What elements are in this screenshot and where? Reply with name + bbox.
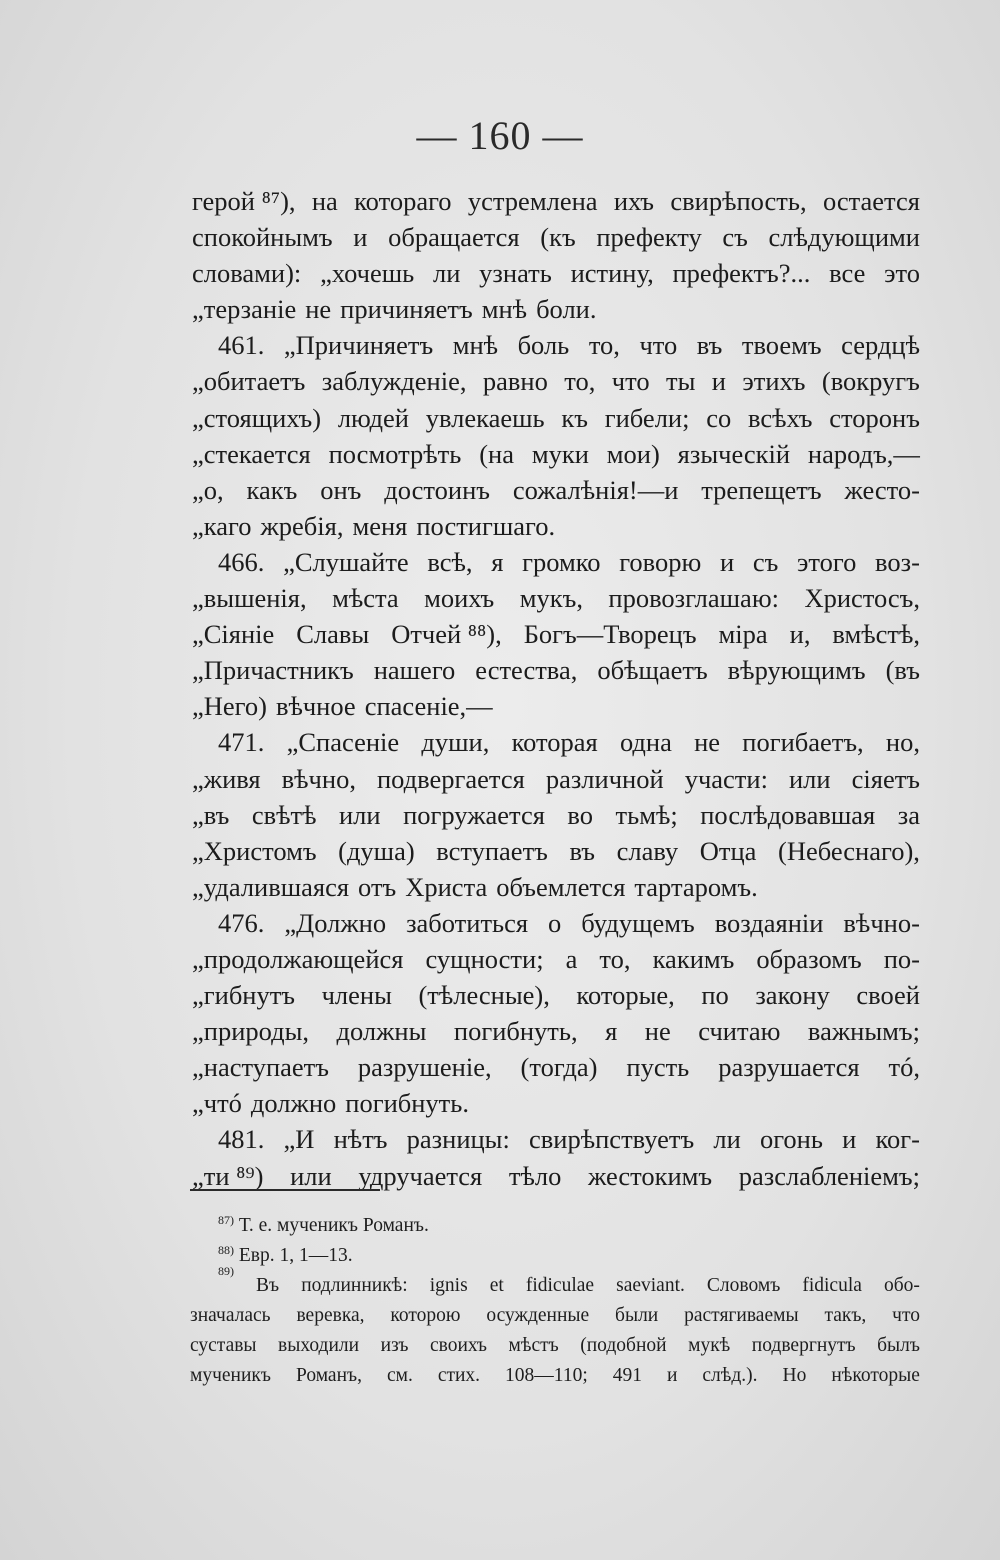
word: людей: [337, 402, 409, 433]
text-line: [192, 869, 920, 905]
word: (подобной: [580, 1335, 667, 1356]
word: выходили: [278, 1335, 360, 1356]
text-line: [192, 1121, 920, 1157]
word: все: [829, 258, 866, 289]
word: Отчей ⁸⁸),: [391, 619, 502, 650]
word: огонь: [759, 1124, 823, 1155]
word: я: [491, 546, 504, 577]
word: пусть: [626, 1052, 690, 1083]
text-line: [192, 472, 920, 508]
word: говорю: [619, 546, 702, 577]
word: былъ: [877, 1335, 920, 1356]
word: какъ: [246, 474, 298, 505]
word: были: [615, 1305, 659, 1326]
word: сущности;: [425, 943, 544, 974]
text-line: [192, 1085, 920, 1121]
word: свирѣпствуетъ: [529, 1124, 695, 1155]
text-line: [192, 797, 920, 833]
word: ког-: [875, 1124, 920, 1155]
word: различной: [545, 763, 664, 794]
word: заблужденіе,: [321, 366, 467, 397]
footnote-number: 89): [218, 1264, 234, 1278]
footnote-number: 88): [218, 1243, 234, 1257]
word: Но: [782, 1365, 807, 1386]
word: (тѣлесные),: [418, 980, 550, 1011]
footnote-89: [190, 1264, 920, 1391]
word: сожалѣнія!—и: [512, 474, 679, 505]
footnote-88: [190, 1241, 920, 1271]
word: Богъ—Творецъ: [523, 619, 697, 650]
word: погибнуть,: [453, 1016, 578, 1047]
word: „терзаніе: [192, 294, 297, 325]
word: воз-: [875, 546, 920, 577]
word: Романъ,: [295, 1365, 362, 1386]
word: изъ: [380, 1335, 409, 1356]
text-line: [192, 327, 920, 363]
text-line: [192, 977, 920, 1013]
text-line: [192, 724, 920, 760]
word: ты: [665, 366, 696, 397]
word: (въ: [885, 655, 920, 686]
word: или: [339, 799, 381, 830]
word: что: [892, 1305, 920, 1326]
text-line: [192, 905, 920, 941]
word: во: [567, 799, 594, 830]
word: свѣтѣ: [251, 799, 317, 830]
word: котораго: [354, 186, 452, 216]
page-number: — 160 —: [416, 113, 584, 158]
word: которые,: [576, 980, 675, 1011]
word: я: [605, 1016, 618, 1047]
word: достоинъ: [384, 474, 490, 505]
word: „Спасеніе: [286, 727, 400, 758]
text-line: [192, 183, 920, 219]
text-line: [192, 941, 920, 977]
word: „Христомъ: [192, 835, 317, 866]
word: „гибнутъ: [192, 980, 296, 1011]
word: „чтó: [192, 1088, 242, 1119]
word: это: [884, 258, 920, 289]
word: „Причиняетъ: [283, 330, 434, 361]
word: 476.: [218, 907, 265, 938]
footnote-line: [190, 1264, 920, 1301]
word: обо-: [883, 1275, 920, 1296]
word: суставы: [190, 1335, 257, 1356]
word: истину,: [570, 258, 654, 289]
word: ли: [433, 258, 461, 289]
word: слѣд.).: [702, 1365, 758, 1386]
word: „стекается: [192, 438, 311, 469]
word: народъ,—: [807, 438, 920, 469]
word: должно: [250, 1088, 337, 1119]
word: закону: [755, 980, 830, 1011]
word: тѣло: [508, 1160, 562, 1191]
word: вмѣстѣ,: [832, 619, 920, 650]
word: fidicula: [802, 1275, 862, 1296]
word: не: [694, 727, 721, 758]
word: образомъ: [756, 943, 862, 974]
word: заботиться: [406, 907, 529, 938]
word: разрушеніе,: [357, 1052, 492, 1083]
word: со: [706, 402, 732, 433]
word: громко: [522, 546, 601, 577]
text-line: [192, 833, 920, 869]
word: своей: [856, 980, 920, 1011]
word: вѣчно-: [843, 907, 920, 938]
word: 466.: [218, 546, 265, 577]
word: „Сіяніе: [192, 619, 275, 650]
text-line: [192, 544, 920, 580]
word: мѣстъ: [508, 1335, 559, 1356]
text-line: [192, 436, 920, 472]
word: (душа): [338, 835, 415, 866]
word: „наступаетъ: [192, 1052, 329, 1083]
word: мѣста: [332, 583, 399, 614]
footnote-text: Евр. 1, 1—13.: [238, 1245, 353, 1266]
word: своихъ: [430, 1335, 488, 1356]
word: „стоящихъ): [192, 402, 322, 433]
word: не: [305, 294, 332, 325]
word: вѣчно,: [281, 763, 356, 794]
word: боль: [517, 330, 570, 361]
word: постигшаго.: [416, 510, 556, 541]
word: (на: [479, 438, 514, 469]
word: а: [565, 943, 578, 974]
word: „природы,: [192, 1016, 310, 1047]
word: мнѣ: [452, 330, 499, 361]
word: „о,: [192, 474, 224, 505]
word: 108—110;: [505, 1365, 588, 1386]
word: за: [897, 799, 920, 830]
word: и: [842, 1124, 857, 1155]
word: (Небеснаго),: [778, 835, 920, 866]
word: этихъ: [742, 366, 806, 397]
word: Отца: [699, 835, 757, 866]
word: спокойнымъ: [192, 222, 333, 253]
word: подлинникѣ:: [301, 1275, 408, 1296]
word: мукъ,: [519, 583, 583, 614]
footnote-number: 87): [218, 1213, 234, 1227]
word: saeviant.: [616, 1275, 685, 1296]
word: слѣдующими: [768, 222, 920, 253]
word: моихъ: [424, 583, 495, 614]
word: словами):: [192, 258, 302, 289]
word: то,: [599, 943, 631, 974]
word: о: [548, 907, 562, 938]
word: отъ: [358, 871, 397, 902]
text-line: [192, 580, 920, 616]
word: 461.: [218, 330, 265, 361]
word: стих.: [437, 1365, 481, 1386]
word: всѣ,: [427, 546, 473, 577]
word: Христосъ,: [804, 583, 920, 614]
footnote-line: [190, 1361, 920, 1391]
word: герой ⁸⁷),: [192, 186, 296, 216]
word: должны: [336, 1016, 427, 1047]
word: міра: [718, 619, 768, 650]
word: съ: [722, 222, 748, 253]
word: спасеніе,—: [364, 691, 493, 722]
word: „живя: [192, 763, 261, 794]
word: жребія,: [260, 510, 344, 541]
footnote-87: [190, 1211, 920, 1241]
main-text: [192, 183, 920, 1194]
word: погружается: [403, 799, 545, 830]
word: какимъ: [652, 943, 735, 974]
word: съ: [752, 546, 779, 577]
word: нашего: [373, 655, 456, 686]
word: что: [611, 366, 650, 397]
text-line: [192, 688, 920, 724]
word: удручается: [358, 1160, 483, 1191]
word: „Должно: [284, 907, 387, 938]
word: объемлется: [496, 871, 626, 902]
word: къ: [561, 402, 588, 433]
word: всѣхъ: [748, 402, 813, 433]
word: важнымъ;: [807, 1016, 920, 1047]
word: (къ: [540, 222, 576, 253]
word: Славы: [296, 619, 370, 650]
word: меня: [352, 510, 408, 541]
word: „Слушайте: [283, 546, 409, 577]
text-line: [192, 291, 920, 327]
word: обѣщаетъ: [597, 655, 708, 686]
word: провозглашаю:: [608, 583, 779, 614]
word: послѣдовавшая: [700, 799, 876, 830]
word: посмотрѣть: [328, 438, 462, 469]
text-line: [192, 761, 920, 797]
word: онъ: [320, 474, 362, 505]
word: Въ: [256, 1275, 280, 1296]
word: будущемъ: [581, 907, 695, 938]
word: но,: [885, 727, 920, 758]
word: префекту: [596, 222, 702, 253]
word: боли.: [536, 294, 597, 325]
text-line: [192, 616, 920, 652]
word: fidiculae: [525, 1275, 595, 1296]
word: тьмѣ;: [615, 799, 678, 830]
word: или: [290, 1160, 332, 1191]
word: которая: [511, 727, 598, 758]
word: префектъ?...: [672, 258, 811, 289]
text-line: [192, 1049, 920, 1085]
word: 491: [612, 1365, 642, 1386]
word: „вышенія,: [192, 583, 307, 614]
word: то,: [564, 366, 596, 397]
word: ignis: [429, 1275, 468, 1296]
word: „продолжающейся: [192, 943, 404, 974]
word: мои): [606, 438, 660, 469]
word: погибаетъ,: [742, 727, 864, 758]
word: (тогда): [520, 1052, 598, 1083]
word: и,: [789, 619, 811, 650]
word: ли: [713, 1124, 741, 1155]
word: члены: [321, 980, 392, 1011]
word: и: [666, 1365, 678, 1386]
word: или: [788, 763, 831, 794]
word: участи:: [684, 763, 768, 794]
word: и: [711, 366, 726, 397]
word: „въ: [192, 799, 230, 830]
footnote-line: [190, 1301, 920, 1331]
word: естества,: [475, 655, 578, 686]
word: вѣчное: [275, 691, 356, 722]
word: этого: [797, 546, 857, 577]
word: нѣкоторые: [831, 1365, 920, 1386]
word: сіяетъ: [851, 763, 920, 794]
word: разницы:: [406, 1124, 510, 1155]
word: см.: [386, 1365, 413, 1386]
word: „И: [283, 1124, 315, 1155]
word: языческій: [677, 438, 791, 469]
word: значалась: [190, 1305, 271, 1326]
word: веревка,: [296, 1305, 365, 1326]
footnotes: [190, 1211, 920, 1391]
text-line: [192, 508, 920, 544]
word: жесто-: [844, 474, 920, 505]
word: которою: [390, 1305, 461, 1326]
word: обращается: [388, 222, 520, 253]
word: Словомъ: [706, 1275, 781, 1296]
word: мученикъ: [190, 1365, 271, 1386]
word: свирѣпость,: [670, 186, 807, 216]
word: мнѣ: [481, 294, 528, 325]
word: Христа: [405, 871, 488, 902]
word: мукѣ: [688, 1335, 731, 1356]
word: муки: [531, 438, 589, 469]
text-line: [192, 219, 920, 255]
text-line: [192, 363, 920, 399]
word: увлекаешь: [425, 402, 545, 433]
word: ихъ: [613, 186, 655, 216]
word: „хочешь: [320, 258, 415, 289]
word: нѣтъ: [333, 1124, 388, 1155]
word: одна: [619, 727, 672, 758]
word: причиняетъ: [340, 294, 473, 325]
word: воздаяніи: [714, 907, 824, 938]
footnote-line: [190, 1331, 920, 1361]
word: вѣрующимъ: [727, 655, 866, 686]
word: 471.: [218, 727, 265, 758]
word: осужденные: [486, 1305, 590, 1326]
word: въ: [696, 330, 723, 361]
word: равно: [482, 366, 548, 397]
word: на: [311, 186, 338, 216]
word: по-: [883, 943, 920, 974]
word: „ти ⁸⁹): [192, 1160, 264, 1191]
word: растягиваемы: [684, 1305, 799, 1326]
word: души,: [421, 727, 490, 758]
text-line: [192, 400, 920, 436]
footnote-text: Т. е. мученикъ Романъ.: [238, 1215, 429, 1236]
word: узнать: [479, 258, 552, 289]
word: въ: [569, 835, 595, 866]
word: сторонъ: [829, 402, 920, 433]
word: „обитаетъ: [192, 366, 306, 397]
word: сердцѣ: [841, 330, 920, 361]
word: тó,: [888, 1052, 920, 1083]
word: разрушается: [718, 1052, 860, 1083]
word: считаю: [698, 1016, 781, 1047]
word: „Него): [192, 691, 267, 722]
word: по: [701, 980, 729, 1011]
text-line: [192, 652, 920, 688]
word: устремлена: [467, 186, 598, 216]
word: и: [353, 222, 368, 253]
word: (вокругъ: [821, 366, 920, 397]
word: „удалившаяся: [192, 871, 350, 902]
word: жестокимъ: [587, 1160, 713, 1191]
word: такъ,: [824, 1305, 867, 1326]
word: „каго: [192, 510, 252, 541]
word: остается: [822, 186, 920, 216]
word: et: [489, 1275, 504, 1296]
word: гибели;: [604, 402, 690, 433]
word: славу: [616, 835, 679, 866]
word: трепещетъ: [701, 474, 822, 505]
word: тартаромъ.: [634, 871, 758, 902]
word: вступаетъ: [436, 835, 548, 866]
word: не: [644, 1016, 671, 1047]
word: 481.: [218, 1124, 265, 1155]
word: разслабленіемъ;: [738, 1160, 920, 1191]
word: твоемъ: [741, 330, 822, 361]
word: подвергнутъ: [751, 1335, 856, 1356]
word: „Причастникъ: [192, 655, 354, 686]
word: подвергается: [377, 763, 525, 794]
text-line: [192, 1013, 920, 1049]
word: что: [639, 330, 678, 361]
word: то,: [588, 330, 620, 361]
word: и: [719, 546, 735, 577]
text-line: [192, 255, 920, 291]
word: погибнуть.: [345, 1088, 469, 1119]
footnote-divider: [190, 1189, 380, 1191]
